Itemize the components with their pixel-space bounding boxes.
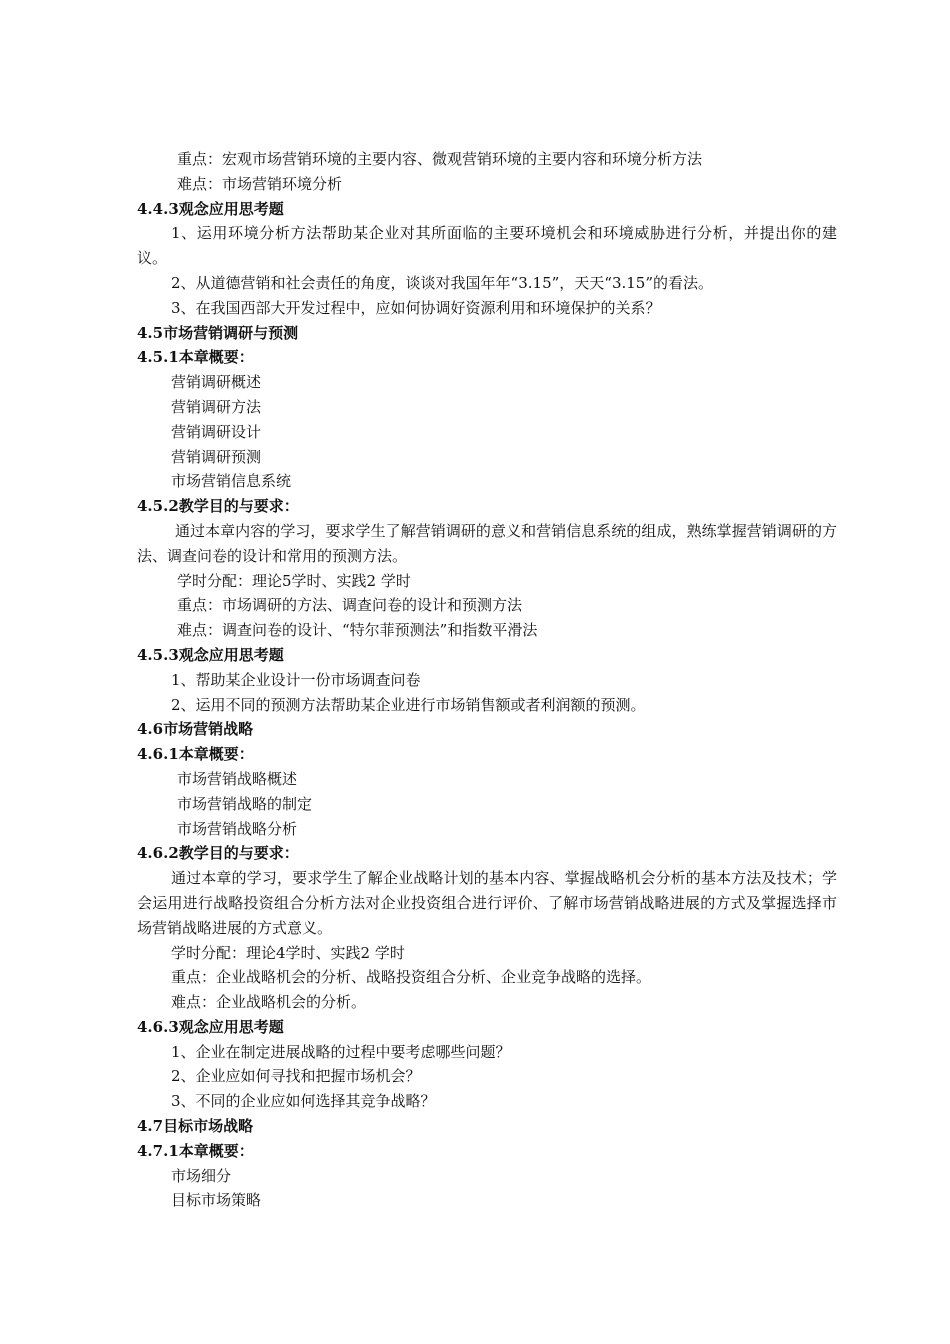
overview-item-4-6: 市场营销战略的制定 bbox=[177, 794, 313, 813]
heading-4-6-1: 4.6.1本章概要： bbox=[137, 745, 254, 764]
difficulty-4-4: 难点：市场营销环境分析 bbox=[177, 174, 343, 193]
question-4-5-3-2: 2、运用不同的预测方法帮助某企业进行市场销售额或者利润额的预测。 bbox=[171, 695, 646, 714]
heading-4-4-3: 4.4.3观念应用思考题 bbox=[137, 199, 284, 218]
heading-4-6-2: 4.6.2教学目的与要求： bbox=[137, 844, 299, 863]
goals-text-4-5: 通过本章内容的学习，要求学生了解营销调研的意义和营销信息系统的组成，熟练掌握营销调研的方法、调查问卷的设计和常用的预测方法。 bbox=[137, 521, 837, 565]
difficulty-4-6: 难点：企业战略机会的分析。 bbox=[171, 993, 367, 1012]
heading-4-5: 4.5市场营销调研与预测 bbox=[137, 323, 299, 342]
question-4-4-3-2: 2、从道德营销和社会责任的角度，谈谈对我国年年“3.15”，天天“3.15”的看法。 bbox=[171, 273, 714, 292]
goals-text-4-6: 通过本章的学习，要求学生了解企业战略计划的基本内容、掌握战略机会分析的基本方法及技术；学会运用进行战略投资组合分析方法对企业投资组合进行评价、了解市场营销战略进展的方式及掌握选择市场营销战略进展的方式意义。 bbox=[137, 869, 837, 937]
overview-item-4-5: 营销调研概述 bbox=[171, 373, 262, 392]
overview-item-4-5: 营销调研预测 bbox=[171, 447, 262, 466]
question-4-4-3-3: 3、在我国西部大开发过程中，应如何协调好资源利用和环境保护的关系？ bbox=[171, 298, 661, 317]
heading-4-5-1: 4.5.1本章概要： bbox=[137, 348, 254, 367]
overview-item-4-5: 市场营销信息系统 bbox=[171, 472, 292, 491]
overview-item-4-6: 市场营销战略概述 bbox=[177, 769, 298, 788]
heading-4-7: 4.7目标市场战略 bbox=[137, 1117, 254, 1136]
overview-item-4-7: 目标市场策略 bbox=[171, 1191, 262, 1210]
hours-4-5: 学时分配：理论5学时、实践2 学时 bbox=[177, 571, 411, 590]
heading-4-5-3: 4.5.3观念应用思考题 bbox=[137, 645, 284, 664]
key-point-4-5: 重点：市场调研的方法、调查问卷的设计和预测方法 bbox=[177, 596, 523, 615]
key-point-4-4: 重点：宏观市场营销环境的主要内容、微观营销环境的主要内容和环境分析方法 bbox=[177, 150, 703, 168]
question-4-6-3-1: 1、企业在制定进展战略的过程中要考虑哪些问题？ bbox=[171, 1042, 511, 1061]
hours-4-6: 学时分配：理论4学时、实践2 学时 bbox=[171, 943, 405, 962]
overview-item-4-5: 营销调研设计 bbox=[171, 422, 262, 441]
overview-item-4-5: 营销调研方法 bbox=[171, 397, 262, 416]
heading-4-6-3: 4.6.3观念应用思考题 bbox=[137, 1017, 284, 1036]
question-4-4-3-1: 1、运用环境分析方法帮助某企业对其所面临的主要环境机会和环境威胁进行分析，并提出你的建议。 bbox=[137, 224, 837, 268]
overview-item-4-7: 市场细分 bbox=[171, 1166, 232, 1185]
key-point-4-6: 重点：企业战略机会的分析、战略投资组合分析、企业竞争战略的选择。 bbox=[171, 968, 652, 987]
heading-4-5-2: 4.5.2教学目的与要求： bbox=[137, 497, 299, 516]
difficulty-4-5: 难点：调查问卷的设计、“特尔菲预测法”和指数平滑法 bbox=[177, 621, 538, 640]
document-body bbox=[137, 147, 837, 1213]
overview-item-4-6: 市场营销战略分析 bbox=[177, 819, 298, 838]
heading-4-6: 4.6市场营销战略 bbox=[137, 720, 254, 739]
heading-4-7-1: 4.7.1本章概要： bbox=[137, 1141, 254, 1160]
question-4-6-3-3: 3、不同的企业应如何选择其竞争战略？ bbox=[171, 1092, 436, 1111]
question-4-5-3-1: 1、帮助某企业设计一份市场调查问卷 bbox=[171, 670, 421, 689]
question-4-6-3-2: 2、企业应如何寻找和把握市场机会？ bbox=[171, 1067, 421, 1086]
